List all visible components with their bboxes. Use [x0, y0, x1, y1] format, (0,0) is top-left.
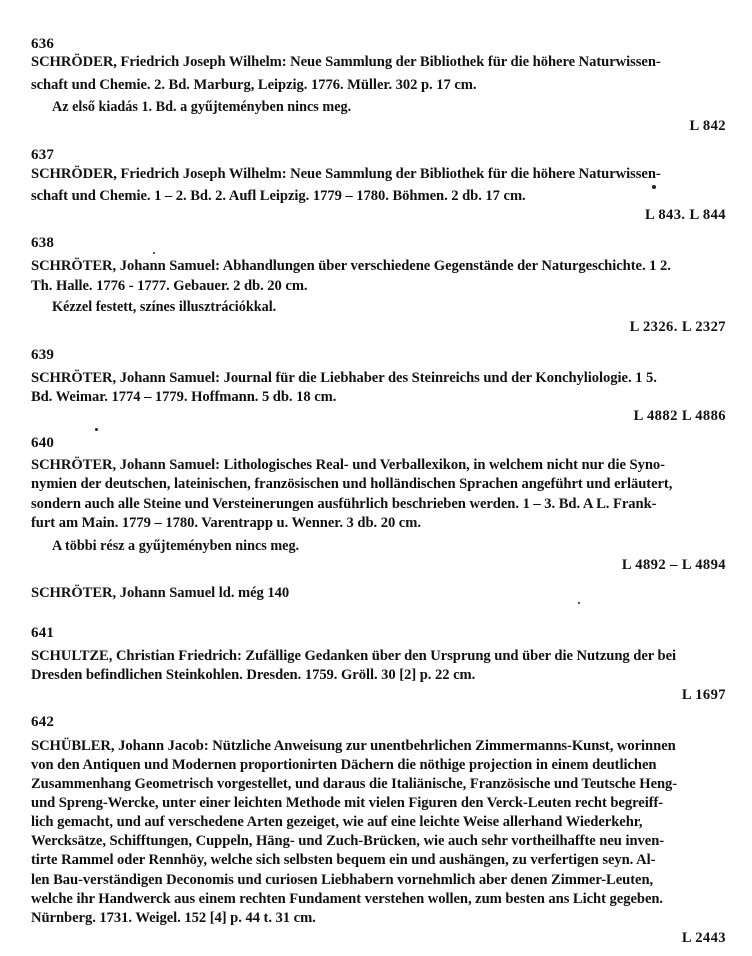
entry-text-line: Zusammenhang Geometrisch vorgestellet, und daraus die Italiänische, Französische und Teutsche Heng- [31, 776, 678, 792]
entry-text-line: SCHÜBLER, Johann Jacob: Nützliche Anweisung zur unentbehrlichen Zimmermanns-Kunst, worinnen [31, 738, 676, 754]
entry-text-line: furt am Main. 1779 – 1780. Varentrapp u. Wenner. 3 db. 20 cm. [31, 515, 421, 531]
entry-text-line: Dresden befindlichen Steinkohlen. Dresden. 1759. Gröll. 30 [2] p. 22 cm. [31, 667, 476, 683]
entry-text-line: SCHRÖTER, Johann Samuel: Abhandlungen über verschiedene Gegenstände der Naturgeschichte. 1 2. [31, 258, 671, 274]
entry-text-line: schaft und Chemie. 2. Bd. Marburg, Leipzig. 1776. Müller. 302 p. 17 cm. [31, 77, 477, 93]
entry-text-line: nymien der deutschen, lateinischen, französischen und holländischen Sprachen angeführt und erläutert, [31, 476, 673, 492]
entry-text-line: Nürnberg. 1731. Weigel. 152 [4] p. 44 t. 31 cm. [31, 910, 316, 926]
entry-number: 641 [31, 625, 55, 641]
entry-text-line: sondern auch alle Steine und Versteinerungen ausführlich beschrieben werden. 1 – 3. Bd. A L. Frank- [31, 496, 657, 512]
entry-number: 637 [31, 147, 55, 163]
entry-text-line: lich gemacht, und auf verschedene Arten gezeiget, wie auf eine leichte Weise allerhand Wiederkehr, [31, 814, 643, 830]
entry-text-line: len Bau-verständigen Deconomis und curiosen Liebhabern vornehmlich aber denen Zimmer-Leuten, [31, 872, 654, 888]
entry-number: 636 [31, 36, 55, 52]
call-number: L 2443 [681, 930, 726, 946]
entry-note: A többi rész a gyűjteményben nincs meg. [52, 538, 300, 554]
scan-speck [153, 252, 155, 254]
entry-note: Kézzel festett, színes illusztrációkkal. [52, 299, 277, 315]
entry-text-line: SCHRÖDER, Friedrich Joseph Wilhelm: Neue Sammlung der Bibliothek für die höhere Naturwissen- [31, 54, 661, 70]
entry-text-line: Th. Halle. 1776 - 1777. Gebauer. 2 db. 20 cm. [31, 278, 308, 294]
entry-number: 638 [31, 235, 55, 251]
entry-number: 642 [31, 714, 55, 730]
entry-text-line: von den Antiquen und Modernen proportionirten Dächern die nöthige projection in einem deutlichen [31, 757, 657, 773]
call-number: L 843. L 844 [644, 207, 726, 223]
call-number: L 4882 L 4886 [633, 408, 726, 424]
entry-number: 640 [31, 435, 55, 451]
entry-text-line: tirte Rammel oder Rennhöy, welche sich selbsten bequem ein und aushängen, zu verfertigen seyn. Al- [31, 852, 656, 868]
entry-text-line: SCHRÖTER, Johann Samuel: Journal für die Liebhaber des Steinreichs und der Konchyliologie. 1 5. [31, 370, 657, 386]
cross-reference: SCHRÖTER, Johann Samuel ld. még 140 [31, 585, 290, 601]
entry-text-line: SCHULTZE, Christian Friedrich: Zufällige Gedanken über den Ursprung und über die Nutzung der bei [31, 648, 677, 664]
scan-speck [95, 428, 98, 431]
call-number: L 2326. L 2327 [629, 319, 726, 335]
entry-number: 639 [31, 347, 55, 363]
scan-speck [578, 602, 580, 604]
entry-text-line: SCHRÖTER, Johann Samuel: Lithologisches Real- und Verballexikon, in welchem nicht nur die Syno- [31, 457, 665, 473]
entry-text-line: Wercksätze, Schifftungen, Cuppeln, Häng- und Zuch-Brücken, wie auch sehr vortheilhaffte neu inven- [31, 833, 665, 849]
call-number: L 4892 – L 4894 [621, 557, 726, 573]
scan-speck [652, 185, 656, 189]
entry-text-line: welche ihr Handwerck aus einem rechten Fundament verstehen wollen, zum besten ans Licht gegeben. [31, 891, 664, 907]
call-number: L 842 [689, 118, 726, 134]
call-number: L 1697 [681, 687, 726, 703]
entry-text-line: schaft und Chemie. 1 – 2. Bd. 2. Aufl Leipzig. 1779 – 1780. Böhmen. 2 db. 17 cm. [31, 188, 526, 204]
entry-note: Az első kiadás 1. Bd. a gyűjteményben nincs meg. [52, 99, 352, 115]
entry-text-line: SCHRÖDER, Friedrich Joseph Wilhelm: Neue Sammlung der Bibliothek für die höhere Naturwissen- [31, 166, 661, 182]
entry-text-line: und Spreng-Wercke, unter einer leichten Methode mit vielen Figuren den Verck-Leuten recht begreiff- [31, 795, 664, 811]
entry-text-line: Bd. Weimar. 1774 – 1779. Hoffmann. 5 db. 18 cm. [31, 389, 337, 405]
